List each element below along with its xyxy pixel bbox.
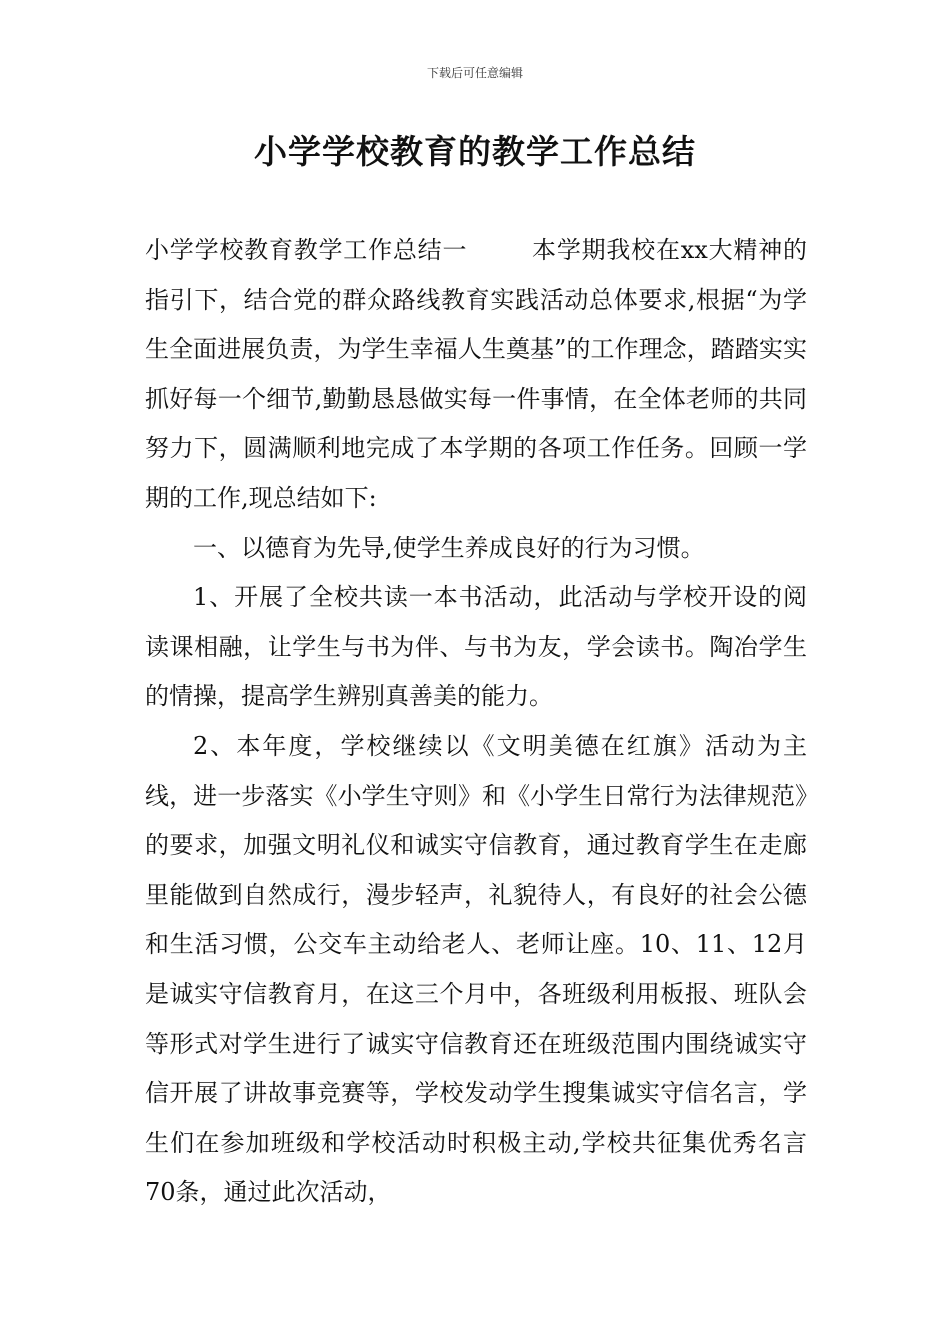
document-body (145, 226, 807, 1218)
header-note: 下载后可任意编辑 (426, 66, 523, 80)
list-item-2: 2、本年度，学校继续以《文明美德在红旗》活动为主线，进一步落实《小学生守则》和《小学生日常行为法律规范》的要求，加强文明礼仪和诚实守信教育，通过教育学生在走廊里能做到自然成行，漫步轻声，礼貌待人，有良好的社会公德和生活习惯，公交车主动给老人、老师让座。10、11、12月是诚实守信教育月，在这三个月中，各班级利用板报、班队会等形式对学生进行了诚实守信教育还在班级范围内围绕诚实守信开展了讲故事竞赛等，学校发动学生搜集诚实守信名言，学生们在参加班级和学校活动时积极主动,学校共征集优秀名言70条，通过此次活动， (145, 731, 807, 1207)
list-item-1: 1、开展了全校共读一本书活动，此活动与学校开设的阅读课相融，让学生与书为伴、与书为友，学会读书。陶冶学生的情操，提高学生辨别真善美的能力。 (145, 583, 807, 711)
intro-heading: 小学学校教育教学工作总结一 (145, 236, 468, 264)
intro-text: 本学期我校在xx大精神的指引下，结合党的群众路线教育实践活动总体要求,根据“为学生全面进展负责，为学生幸福人生奠基”的工作理念，踏踏实实抓好每一个细节,勤勤恳恳做实每一件事情，在全体老师的共同努力下，圆满顺利地完成了本学期的各项工作任务。回顾一学期的工作,现总结如下: (145, 236, 807, 512)
intro-paragraph (145, 226, 807, 524)
document-title: 小学学校教育的教学工作总结 (254, 132, 696, 171)
section-heading: 一、以德育为先导,使学生养成良好的行为习惯。 (193, 533, 705, 562)
